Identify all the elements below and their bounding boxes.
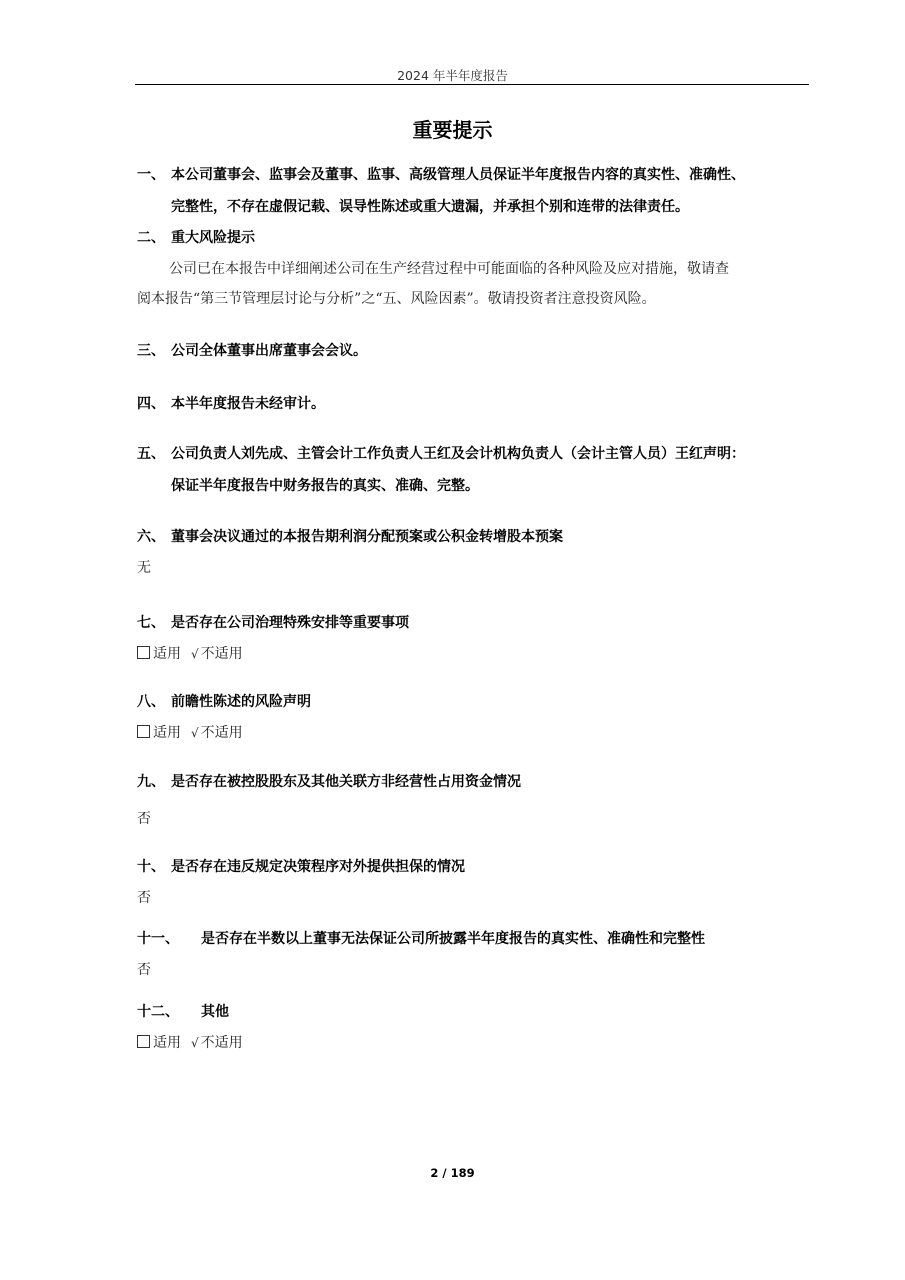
section-text-continued: 保证半年度报告中财务报告的真实、准确、完整。 bbox=[171, 478, 479, 494]
option-not-applicable: 不适用 bbox=[200, 725, 243, 741]
section-number: 十二、 bbox=[137, 1004, 179, 1020]
section-answer: 无 bbox=[137, 560, 151, 576]
section-heading: 公司全体董事出席董事会会议。 bbox=[171, 343, 367, 359]
section-6 bbox=[137, 521, 817, 583]
section-7 bbox=[137, 607, 817, 669]
section-3 bbox=[137, 335, 817, 367]
page-title: 重要提示 bbox=[412, 118, 493, 142]
section-11 bbox=[137, 923, 817, 985]
section-heading: 是否存在半数以上董事无法保证公司所披露半年度报告的真实性、准确性和完整性 bbox=[201, 931, 705, 947]
section-heading: 是否存在违反规定决策程序对外提供担保的情况 bbox=[171, 859, 465, 875]
section-4 bbox=[137, 388, 817, 420]
section-text: 公司负责人刘先成、主管会计工作负责人王红及会计机构负责人（会计主管人员）王红声明： bbox=[171, 446, 745, 462]
section-heading: 前瞻性陈述的风险声明 bbox=[171, 694, 311, 710]
option-not-applicable: 不适用 bbox=[200, 646, 243, 662]
section-answer: 否 bbox=[137, 811, 151, 827]
section-heading: 是否存在被控股股东及其他关联方非经营性占用资金情况 bbox=[171, 774, 521, 790]
section-9 bbox=[137, 766, 817, 834]
section-12 bbox=[137, 996, 817, 1058]
section-heading: 本半年度报告未经审计。 bbox=[171, 396, 325, 412]
section-heading: 重大风险提示 bbox=[171, 230, 255, 246]
section-heading: 董事会决议通过的本报告期利润分配预案或公积金转增股本预案 bbox=[171, 529, 563, 545]
check-mark-icon: √ bbox=[191, 1036, 199, 1050]
option-applicable: 适用 bbox=[153, 1035, 181, 1051]
section-number: 五、 bbox=[137, 446, 165, 462]
section-number: 四、 bbox=[137, 396, 165, 412]
check-mark-icon: √ bbox=[191, 647, 199, 661]
section-number: 六、 bbox=[137, 529, 165, 545]
section-number: 八、 bbox=[137, 694, 165, 710]
section-answer: 否 bbox=[137, 962, 151, 978]
section-number: 九、 bbox=[137, 774, 165, 790]
section-number: 三、 bbox=[137, 343, 165, 359]
section-body-continued: 阅本报告“第三节管理层讨论与分析”之“五、风险因素”。敬请投资者注意投资风险。 bbox=[137, 291, 656, 307]
section-number: 十一、 bbox=[137, 931, 179, 947]
section-body: 公司已在本报告中详细阐述公司在生产经营过程中可能面临的各种风险及应对措施，敬请查 bbox=[169, 261, 729, 277]
section-heading: 是否存在公司治理特殊安排等重要事项 bbox=[171, 615, 409, 631]
section-text-continued: 完整性，不存在虚假记载、误导性陈述或重大遗漏，并承担个别和连带的法律责任。 bbox=[171, 199, 689, 215]
applicability-options bbox=[137, 718, 817, 748]
checkbox-unchecked bbox=[137, 725, 150, 738]
section-heading: 其他 bbox=[201, 1004, 229, 1020]
applicability-options bbox=[137, 639, 817, 669]
page-header: 2024 年半年度报告 bbox=[397, 68, 508, 83]
section-5 bbox=[137, 438, 817, 502]
page-number: 2 / 189 bbox=[430, 1166, 475, 1180]
section-8 bbox=[137, 686, 817, 748]
check-mark-icon: √ bbox=[191, 726, 199, 740]
option-applicable: 适用 bbox=[153, 725, 181, 741]
section-answer: 否 bbox=[137, 890, 151, 906]
section-text: 本公司董事会、监事会及董事、监事、高级管理人员保证半年度报告内容的真实性、准确性、 bbox=[171, 167, 745, 183]
option-not-applicable: 不适用 bbox=[200, 1035, 243, 1051]
section-number: 一、 bbox=[137, 167, 165, 183]
checkbox-unchecked bbox=[137, 646, 150, 659]
header-rule bbox=[135, 84, 809, 85]
section-2 bbox=[137, 222, 817, 314]
section-number: 七、 bbox=[137, 615, 165, 631]
section-1 bbox=[137, 159, 817, 223]
option-applicable: 适用 bbox=[153, 646, 181, 662]
checkbox-unchecked bbox=[137, 1035, 150, 1048]
section-number: 二、 bbox=[137, 230, 165, 246]
section-10 bbox=[137, 851, 817, 913]
section-number: 十、 bbox=[137, 859, 165, 875]
applicability-options bbox=[137, 1028, 817, 1058]
